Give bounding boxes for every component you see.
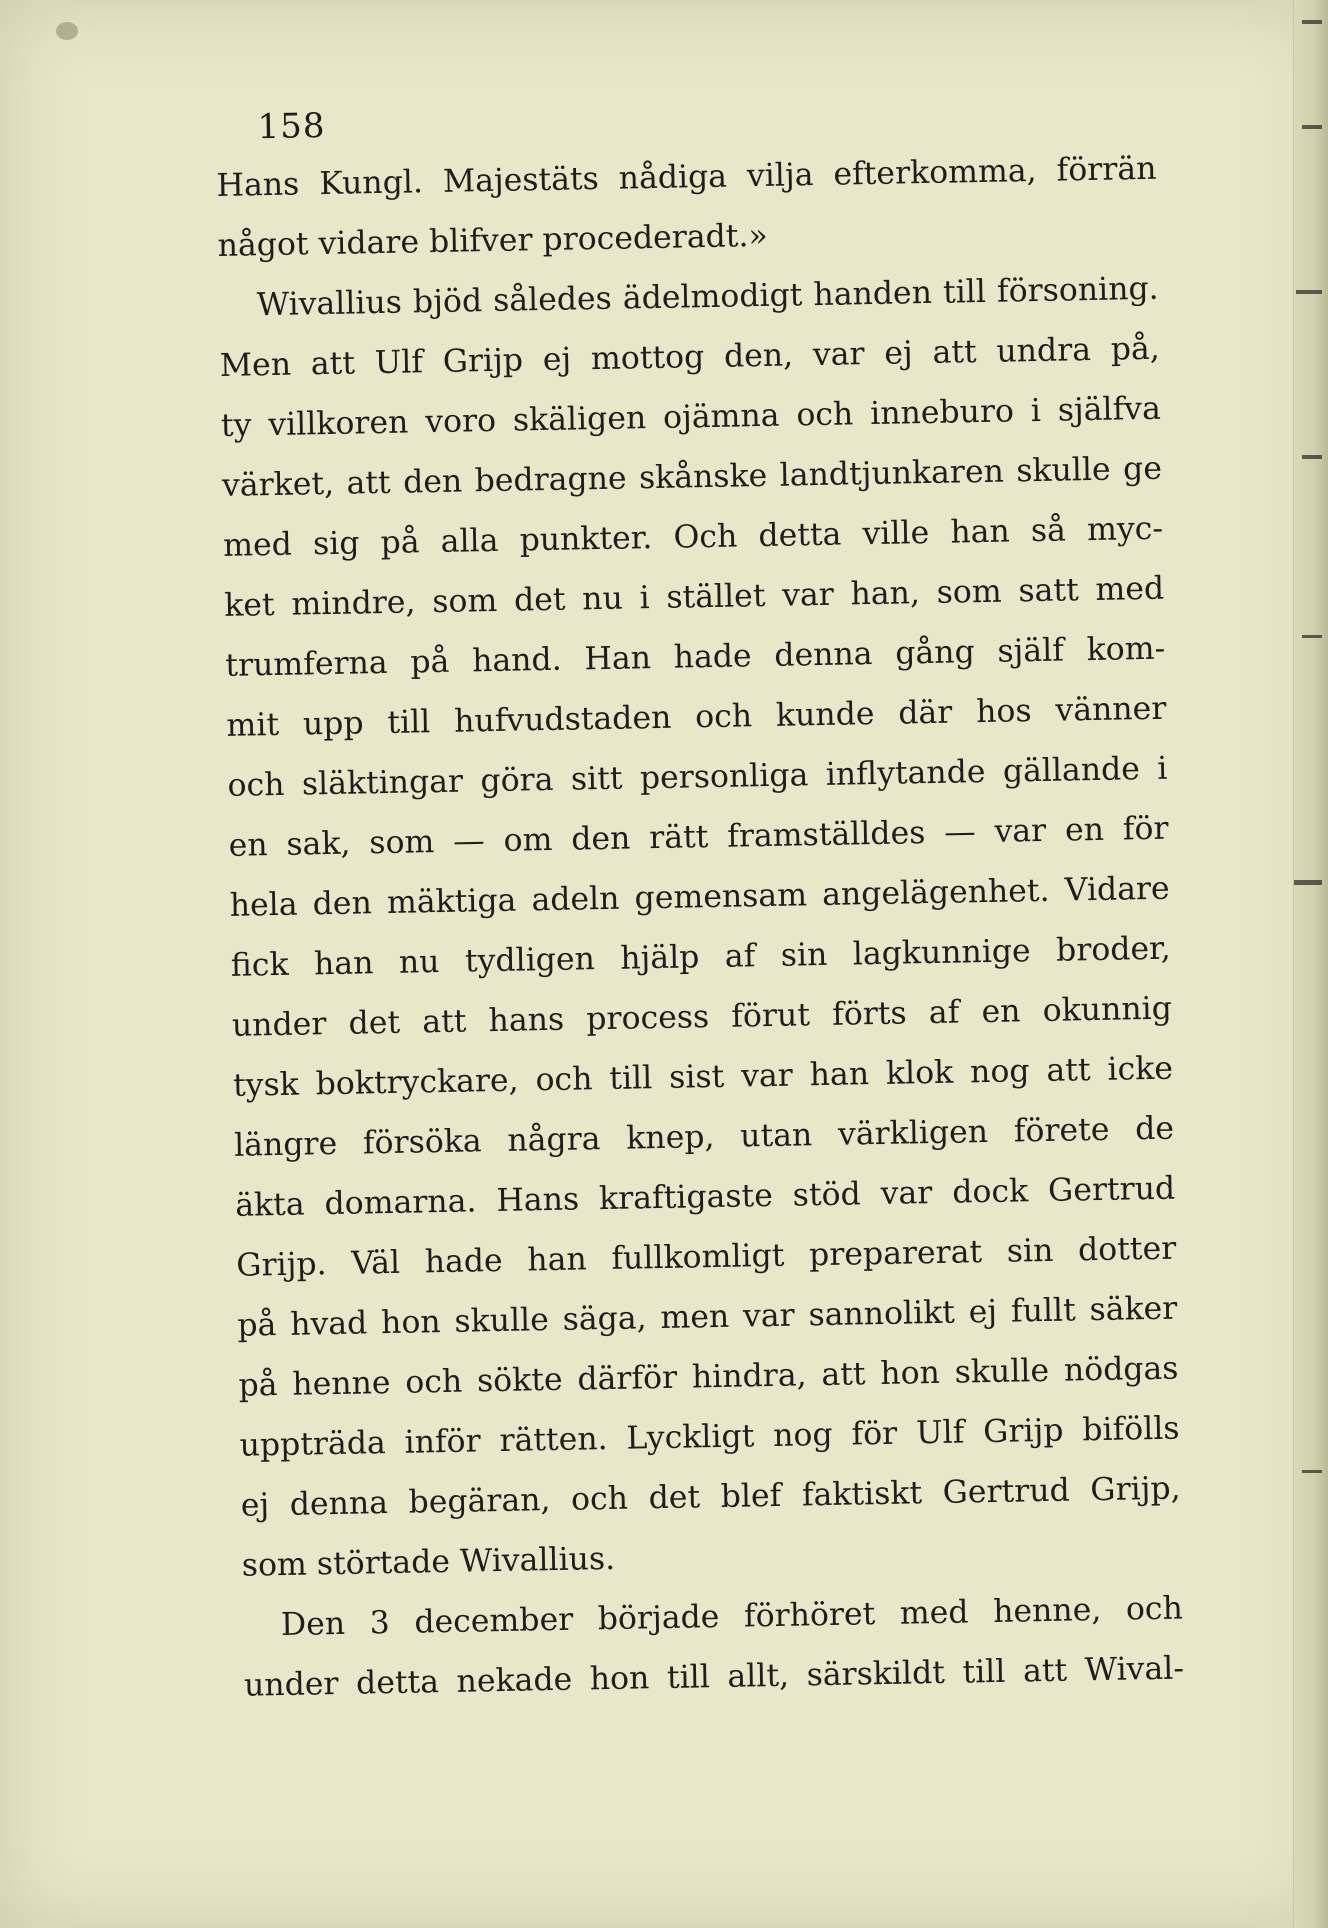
edge-mark <box>1302 455 1322 459</box>
text-line: Wivallius bjöd således ädelmodigt handen till försoning. <box>256 270 1159 324</box>
text-line: Grijp. Väl hade han fullkomligt preparerat sin dotter <box>236 1230 1177 1284</box>
text-line: som störtade Wivallius. <box>241 1540 616 1584</box>
text-line: med sig på alla punkter. Och detta ville han så myc- <box>222 510 1164 564</box>
edge-mark <box>1296 290 1322 294</box>
text-lines <box>216 139 1184 1716</box>
text-line: något vidare blifver procederadt.» <box>217 217 769 264</box>
text-line: trumferna på hand. Han hade denna gång själf kom- <box>225 630 1166 684</box>
text-line: ej denna begäran, och det blef faktiskt Gertrud Grijp, <box>240 1470 1181 1524</box>
text-line: värket, att den bedragne skånske landtjunkaren skulle ge <box>221 450 1163 504</box>
text-line: Men att Ulf Grijp ej mottog den, var ej att undra på, <box>219 330 1161 384</box>
text-line: äkta domarna. Hans kraftigaste stöd var dock Gertrud <box>234 1170 1176 1224</box>
text-line: tysk boktryckare, och till sist var han klok nog att icke <box>232 1050 1174 1104</box>
page-edge <box>1293 0 1328 1928</box>
text-line: på henne och sökte därför hindra, att hon skulle nödgas <box>238 1350 1179 1404</box>
edge-mark <box>1302 635 1322 638</box>
text-line: fick han nu tydligen hjälp af sin lagkunnige broder, <box>230 930 1172 984</box>
text-line: under det att hans process förut förts af en okunnig <box>231 990 1173 1044</box>
edge-mark <box>1302 1470 1322 1473</box>
edge-mark <box>1294 880 1322 885</box>
ink-smudge <box>56 22 78 40</box>
text-line: ket mindre, som det nu i stället var han, som satt med <box>223 570 1165 624</box>
text-line: ty villkoren voro skäligen ojämna och inneburo i själfva <box>220 390 1162 444</box>
text-line: och släktingar göra sitt personliga inflytande gällande i <box>227 750 1168 804</box>
text-line: uppträda inför rätten. Lyckligt nog för Ulf Grijp bifölls <box>239 1410 1180 1464</box>
page-number: 158 <box>257 105 326 148</box>
text-line: på hvad hon skulle säga, men var sannolikt ej fullt säker <box>237 1290 1178 1344</box>
text-line: längre försöka några knep, utan värkligen förete de <box>233 1110 1175 1164</box>
text-line: Hans Kungl. Majestäts nådiga vilja efterkomma, förrän <box>216 150 1157 204</box>
text-line: mit upp till hufvudstaden och kunde där hos vänner <box>226 690 1167 744</box>
text-line: under detta nekade hon till allt, särskildt till att Wival- <box>243 1650 1185 1704</box>
edge-mark <box>1302 20 1322 24</box>
text-line: en sak, som — om den rätt framställdes — var en för <box>228 810 1169 864</box>
text-line: hela den mäktiga adeln gemensam angelägenhet. Vidare <box>229 870 1170 924</box>
text-line: Den 3 december började förhöret med henne, och <box>280 1590 1184 1644</box>
edge-mark <box>1302 125 1322 129</box>
text-block <box>215 83 1184 1716</box>
